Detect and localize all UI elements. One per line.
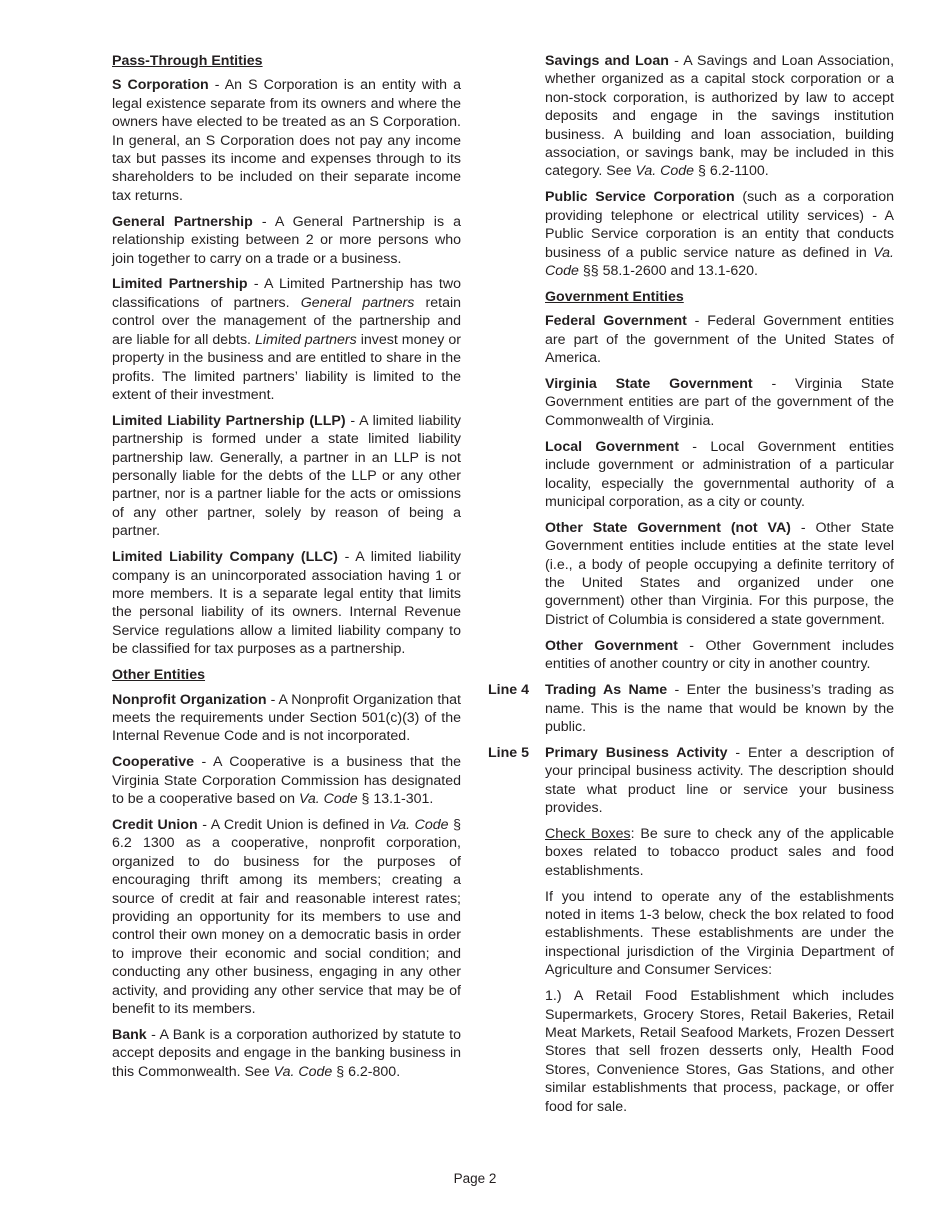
definition-credit-union: Credit Union - A Credit Union is defined in Va. Code § 6.2 1300 as a cooperative, nonprofit corporation, organized to do business for the purposes of encouraging thrift among its members; creating a source of credit at fair and reasonable interest rates; providing an opportunity for its members to use and control their own money on a democratic basis in order to improve their economic and social condition; and conducting any other business, engaging in any other activity, and providing any other service that may be of benefit to its members. (112, 816, 461, 1017)
term-credit-union: Credit Union (112, 816, 198, 833)
line-4-description: Trading As Name - Enter the business’s trading as name. This is the name that would be known by the public. (545, 682, 894, 735)
line-4-number: Line 4 (488, 682, 529, 699)
term-other-government: Other Government (545, 637, 678, 654)
definition-other-state-government: Other State Government (not VA) - Other State Government entities include entities at the state level (i.e., a body of people occupying a definite territory of the United States and organized under one government) other than Virginia. For this purpose, the District of Columbia is considered a state government. (545, 519, 894, 628)
heading-other-entities: Other Entities (112, 667, 206, 684)
term-llp: Limited Liability Partnership (LLP) (112, 412, 346, 429)
term-virginia-state-government: Virginia State Government (545, 376, 753, 392)
term-limited-partnership: Limited Partnership (112, 276, 248, 293)
retail-food-establishment-item: 1.) A Retail Food Establishment which includes Supermarkets, Grocery Stores, Retail Bakeries, Retail Meat Markets, Retail Seafood Markets, Frozen Dessert Stores that sell frozen desserts only, Health Food Stores, Convenience Stores, Gas Stations, and other similar establishments that process, package, or offer food for sale. (545, 988, 894, 1115)
page-number: Page 2 (453, 1171, 497, 1186)
definition-savings-and-loan: Savings and Loan - A Savings and Loan Association, whether organized as a capital stock corporation or a non-stock corporation, is authorized by law to accept deposits and engage in the savings institution business. A building and loan association, building association, or savings bank, may be included in this category. See Va. Code § 6.2-1100. (545, 53, 895, 180)
term-s-corporation: S Corporation (112, 77, 209, 94)
term-check-boxes: Check Boxes (545, 825, 631, 842)
line-4-item (488, 681, 894, 736)
heading-pass-through-entities: Pass-Through Entities (112, 53, 263, 69)
definition-s-corporation: S Corporation - An S Corporation is an entity with a legal existence separate from its owners and where the owners have elected to be treated as an S Corporation. In general, an S Corporation does not pay any income tax but passes its income and expenses through to its shareholders to be included on their separate income tax returns. (112, 77, 461, 204)
term-llc: Limited Liability Company (LLC) (112, 549, 338, 566)
definition-virginia-state-government: Virginia State Government - Virginia State Government entities are part of the government of the Commonwealth of Virginia. (545, 376, 894, 429)
term-nonprofit: Nonprofit Organization (112, 691, 267, 708)
heading-government-entities: Government Entities (545, 288, 684, 305)
term-primary-business-activity: Primary Business Activity (545, 744, 728, 761)
term-other-state-government: Other State Government (not VA) (545, 519, 791, 536)
term-general-partnership: General Partnership (112, 213, 253, 230)
line-5-item (488, 744, 894, 818)
line-5-description: Primary Business Activity - Enter a description of your principal business activity. The description should state what product line or service your business provides. (545, 744, 894, 817)
food-establishments-paragraph: If you intend to operate any of the establishments noted in items 1-3 below, check the box related to food establishments. These establishments are under the inspectional jurisdiction of the Virginia Department of Agriculture and Consumer Services: (545, 888, 894, 979)
definition-general-partnership: General Partnership - A General Partnership is a relationship existing between 2 or more persons who join together to carry on a trade or a business. (112, 213, 462, 267)
definition-nonprofit: Nonprofit Organization - A Nonprofit Organization that meets the requirements under Section 501(c)(3) of the Internal Revenue Code and is not incorporated. (112, 691, 461, 745)
term-cooperative: Cooperative (112, 754, 194, 771)
term-federal-government: Federal Government (545, 313, 687, 330)
term-bank: Bank (112, 1026, 147, 1043)
term-savings-and-loan: Savings and Loan (545, 53, 669, 69)
left-column (112, 52, 461, 1089)
definition-other-government: Other Government - Other Government includes entities of another country or city in another country. (545, 637, 894, 673)
line-5-number: Line 5 (488, 744, 529, 761)
term-local-government: Local Government (545, 438, 679, 455)
definition-local-government: Local Government - Local Government entities include government or administration of a particular locality, especially the governmental authority of a municipal corporation, as a city or county. (545, 438, 894, 510)
definition-bank: Bank - A Bank is a corporation authorized by statute to accept deposits and engage in the banking business in this Commonwealth. See Va. Code § 6.2-800. (112, 1026, 461, 1080)
definition-llc: Limited Liability Company (LLC) - A limited liability company is an unincorporated association having 1 or more members. It is a separate legal entity that limits the personal liability of its owners. Internal Revenue Service regulations allow a limited liability company to be classified for tax purposes as a partnership. (112, 549, 462, 658)
term-trading-as-name: Trading As Name (545, 682, 668, 699)
check-boxes-paragraph: Check Boxes: Be sure to check any of the applicable boxes related to tobacco product sales and food establishments. (545, 825, 894, 879)
definition-llp: Limited Liability Partnership (LLP) - A limited liability partnership is formed under a state limited liability partnership law. Generally, a partner in an LLP is not personally liable for the debts of the LLP or any other partner, nor is a partner liable for the acts or omissions of any other partner, solely by reason of being a partner. (112, 412, 461, 540)
definition-limited-partnership: Limited Partnership - A Limited Partnership has two classifications of partners. General partners retain control over the management of the partnership and are liable for all debts. Limited partners invest money or property in the business and are entitled to share in the profits. The limited partners’ liability is limited to the extent of their investment. (112, 276, 462, 403)
right-column (488, 52, 894, 1124)
definition-public-service-corporation: Public Service Corporation (such as a corporation providing telephone or electrical utility services) - A Public Service corporation is an entity that conducts business of a public service nature as defined in Va. Code §§ 58.1-2600 and 13.1-620. (545, 189, 894, 279)
term-public-service-corporation: Public Service Corporation (545, 189, 735, 206)
definition-cooperative: Cooperative - A Cooperative is a business that the Virginia State Corporation Commission has designated to be a cooperative based on Va. Code § 13.1-301. (112, 754, 461, 808)
definition-federal-government: Federal Government - Federal Government entities are part of the government of the United States of America. (545, 313, 894, 367)
